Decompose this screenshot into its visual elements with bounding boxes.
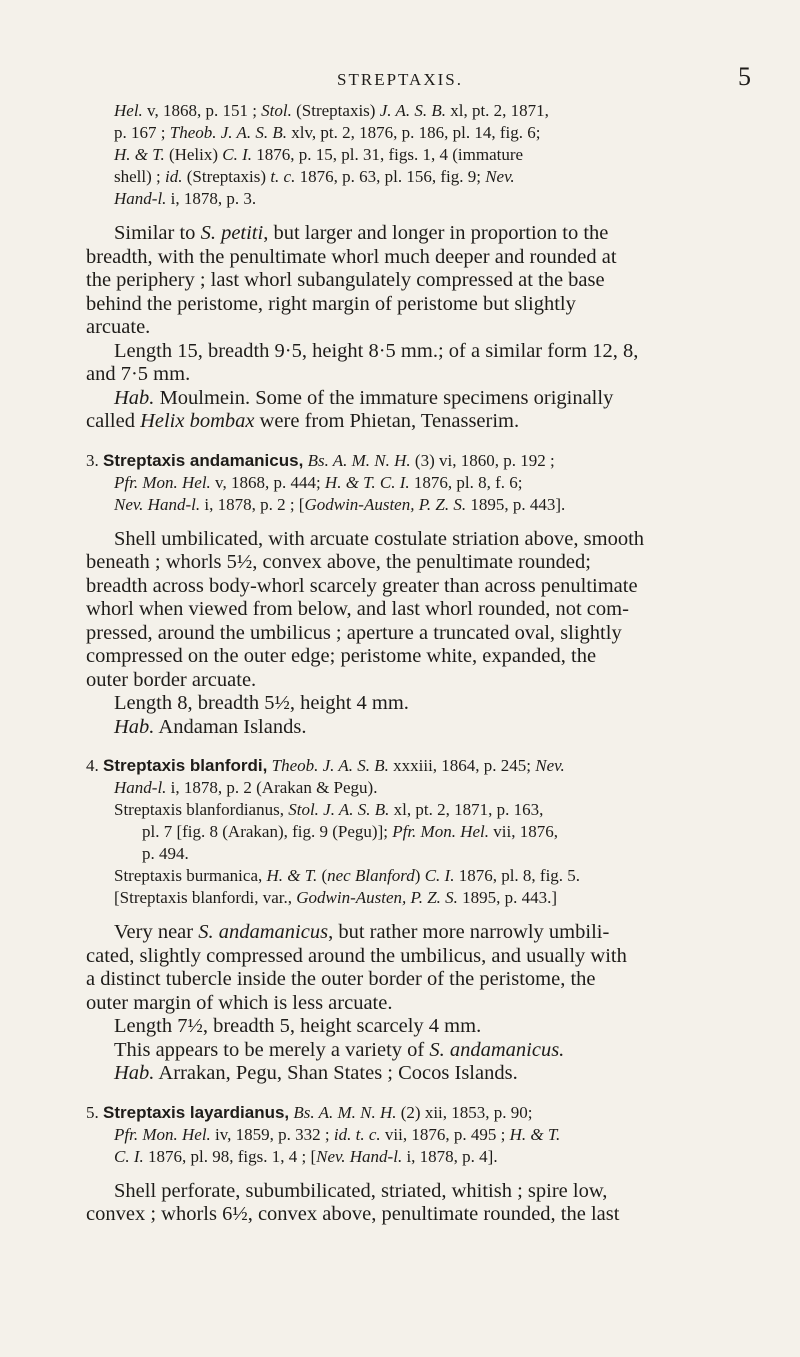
italic-text: Nev. — [535, 756, 565, 775]
text-line — [86, 598, 758, 622]
italic-text: Pfr. Mon. Hel. — [392, 822, 490, 841]
text-run: 1876, p. 63, pl. 156, fig. 9; — [295, 167, 486, 186]
text-line — [86, 188, 758, 210]
text-run: cated, slightly compressed around the umbilicus, and usually with — [86, 944, 627, 967]
text-run: outer margin of which is less arcuate. — [86, 991, 393, 1014]
text-line — [86, 1015, 758, 1039]
text-line — [86, 968, 758, 992]
text-run: This appears to be merely a variety of — [114, 1038, 430, 1061]
italic-text: Bs. A. M. N. H. — [307, 450, 411, 470]
italic-text: Nev. — [485, 167, 515, 186]
text-line — [86, 222, 758, 246]
text-line — [86, 1180, 758, 1204]
italic-text: S. petiti — [200, 222, 264, 244]
text-run: (Helix) — [164, 145, 223, 164]
text-line — [86, 945, 758, 969]
text-line — [86, 799, 758, 821]
italic-text: Nev. Hand-l. — [316, 1146, 403, 1166]
text-line — [86, 144, 758, 166]
italic-text: C. I. — [222, 145, 253, 164]
text-run: Length 15, breadth 9·5, height 8·5 mm.; of a similar form 12, 8, — [114, 339, 639, 362]
text-line — [86, 363, 758, 387]
text-run: Arrakan, Pegu, Shan States ; Cocos Islands. — [154, 1062, 518, 1084]
text-line — [86, 472, 758, 494]
text-run: pressed, around the umbilicus ; aperture a truncated oval, slightly — [86, 621, 622, 644]
text-line — [86, 821, 758, 843]
text-run: , but rather more narrowly umbili- — [328, 921, 610, 943]
text-run: Shell umbilicated, with arcuate costulate striation above, smooth — [114, 527, 645, 550]
text-run: Andaman Islands. — [154, 715, 307, 738]
italic-text: id. t. c. — [333, 1124, 381, 1144]
text-line — [86, 450, 758, 472]
text-line — [86, 316, 758, 340]
italic-text: Hand-l. — [114, 189, 167, 208]
text-run: outer border arcuate. — [86, 668, 257, 691]
text-line — [86, 622, 758, 646]
text-run: p. 167 ; — [114, 123, 170, 142]
text-line — [86, 494, 758, 516]
italic-text: Pfr. Mon. Hel. — [114, 1124, 211, 1144]
text-run: Similar to — [114, 222, 201, 244]
page-number: 5 — [738, 62, 751, 91]
text-line — [86, 777, 758, 799]
italic-text: Godwin-Austen, P. Z. S. — [296, 888, 458, 907]
text-run: [Streptaxis blanfordi, var., — [114, 888, 297, 907]
text-run: , but larger and longer in proportion to the — [263, 222, 609, 244]
italic-text: Hel. — [114, 101, 143, 120]
text-run: arcuate. — [86, 316, 151, 338]
text-run: and 7·5 mm. — [86, 363, 191, 385]
text-run: Length 7½, breadth 5, height scarcely 4 mm. — [114, 1015, 482, 1037]
text-run: 3. — [86, 450, 103, 470]
text-run: 1895, p. 443]. — [466, 494, 566, 514]
text-run: Very near — [114, 921, 199, 943]
italic-text: Theob. J. A. S. B. — [271, 756, 389, 775]
text-run: Length 8, breadth 5½, height 4 mm. — [114, 692, 409, 714]
text-run: i, 1878, p. 4]. — [402, 1146, 498, 1166]
italic-text: J. A. S. B. — [379, 101, 446, 120]
species-name: Streptaxis andamanicus, — [103, 450, 304, 470]
text-line — [86, 1124, 758, 1146]
italic-text: Hand-l. — [114, 778, 167, 797]
text-run: (Streptaxis) — [291, 101, 380, 120]
text-run: Streptaxis burmanica, — [114, 866, 267, 885]
running-title: STREPTAXIS. — [337, 70, 463, 89]
italic-text: Hab. — [114, 1062, 155, 1084]
text-run: vii, 1876, p. 495 ; — [380, 1124, 510, 1144]
text-run: whorl when viewed from below, and last whorl rounded, not com- — [86, 598, 629, 620]
italic-text: Hab. — [114, 386, 155, 409]
text-line — [86, 1146, 758, 1168]
italic-text: nec Blanford — [327, 866, 415, 885]
text-run: 5. — [86, 1102, 103, 1122]
italic-text: C. I. — [114, 1146, 144, 1166]
text-line — [86, 410, 758, 434]
italic-text: id. — [165, 167, 183, 186]
text-line — [86, 293, 758, 317]
italic-text: Theob. J. A. S. B. — [169, 123, 287, 142]
text-line — [86, 1102, 758, 1124]
text-run: i, 1878, p. 3. — [166, 189, 257, 208]
text-run: shell) ; — [114, 167, 165, 186]
italic-text: Pfr. Mon. Hel. — [114, 472, 211, 492]
text-run: (2) xii, 1853, p. 90; — [396, 1102, 533, 1122]
italic-text: Hab. — [114, 715, 155, 738]
text-line — [86, 865, 758, 887]
text-line — [86, 921, 758, 945]
text-line — [86, 1039, 758, 1063]
text-line — [86, 692, 758, 716]
italic-text: t. c. — [270, 167, 296, 186]
text-line — [86, 669, 758, 693]
text-run: a distinct tubercle inside the outer border of the peristome, the — [86, 968, 596, 990]
page-body — [86, 100, 758, 1227]
text-run: breadth across body-whorl scarcely greater than across penultimate — [86, 574, 638, 597]
text-run: i, 1878, p. 2 (Arakan & Pegu). — [166, 778, 378, 797]
text-line — [86, 100, 758, 122]
text-run: xlv, pt. 2, 1876, p. 186, pl. 14, fig. 6; — [287, 123, 541, 142]
text-run: vii, 1876, — [489, 822, 558, 841]
text-run: ) — [414, 866, 425, 885]
text-run: i, 1878, p. 2 ; [ — [200, 494, 305, 514]
text-line — [86, 716, 758, 740]
text-line — [86, 843, 758, 865]
text-run: 1876, p. 15, pl. 31, figs. 1, 4 (immature — [252, 145, 524, 164]
text-run: compressed on the outer edge; peristome white, expanded, the — [86, 645, 597, 667]
text-run: Streptaxis blanfordianus, — [114, 800, 289, 819]
species-name: Streptaxis layardianus, — [103, 1102, 290, 1122]
text-line — [86, 755, 758, 777]
text-run: (3) vi, 1860, p. 192 ; — [410, 450, 555, 470]
text-line — [86, 122, 758, 144]
text-run: the periphery ; last whorl subangulately compressed at the base — [86, 269, 605, 291]
text-run: 1876, pl. 98, figs. 1, 4 ; [ — [143, 1146, 317, 1166]
text-line — [86, 992, 758, 1016]
text-run: called — [86, 410, 141, 432]
italic-text: H. & T. — [114, 145, 165, 164]
italic-text: Stol. J. A. S. B. — [288, 800, 390, 819]
text-run: xl, pt. 2, 1871, — [445, 101, 549, 120]
text-run: breadth, with the penultimate whorl much deeper and rounded at — [86, 245, 617, 268]
italic-text: H. & T. C. I. — [324, 472, 410, 492]
text-run: iv, 1859, p. 332 ; — [210, 1124, 334, 1144]
text-line — [86, 387, 758, 411]
text-run: 1895, p. 443.] — [457, 888, 558, 907]
text-line — [86, 1203, 758, 1227]
text-run: 1876, pl. 8, fig. 5. — [454, 866, 581, 885]
text-run: convex ; whorls 6½, convex above, penultimate rounded, the last — [86, 1203, 620, 1225]
italic-text: H. & T. — [266, 866, 318, 885]
text-line — [86, 528, 758, 552]
italic-text: S. andamanicus — [198, 921, 329, 943]
italic-text: H. & T. — [509, 1124, 561, 1144]
text-line — [86, 246, 758, 270]
text-run: 1876, pl. 8, f. 6; — [409, 472, 523, 492]
text-run: xxxiii, 1864, p. 245; — [388, 756, 536, 775]
text-run: pl. 7 [fig. 8 (Arakan), fig. 9 (Pegu)]; — [142, 822, 393, 841]
text-run: v, 1868, p. 151 ; — [142, 101, 262, 120]
text-run: xl, pt. 2, 1871, p. 163, — [389, 800, 544, 819]
italic-text: Helix bombax — [140, 410, 255, 432]
text-line — [86, 269, 758, 293]
text-run: Shell perforate, subumbilicated, striated, whitish ; spire low, — [114, 1179, 608, 1202]
italic-text: Bs. A. M. N. H. — [293, 1102, 397, 1122]
italic-text: Nev. Hand-l. — [114, 494, 201, 514]
text-line — [86, 1062, 758, 1086]
text-line — [86, 166, 758, 188]
text-line — [86, 575, 758, 599]
text-run: beneath ; whorls 5½, convex above, the penultimate rounded; — [86, 551, 591, 573]
text-run: 4. — [86, 756, 103, 775]
text-line — [86, 645, 758, 669]
text-line — [86, 887, 758, 909]
italic-text: Stol. — [261, 101, 292, 120]
text-run: ( — [317, 866, 328, 885]
text-run: v, 1868, p. 444; — [210, 472, 325, 492]
italic-text: Godwin-Austen, P. Z. S. — [304, 494, 467, 514]
text-line — [86, 551, 758, 575]
text-run: behind the peristome, right margin of peristome but slightly — [86, 292, 576, 315]
text-run: (Streptaxis) — [182, 167, 271, 186]
text-run: p. 494. — [142, 844, 189, 863]
text-line — [86, 340, 758, 364]
italic-text: S. andamanicus. — [429, 1038, 565, 1061]
text-run: Moulmein. Some of the immature specimens originally — [154, 386, 614, 409]
species-name: Streptaxis blanfordi, — [103, 756, 268, 775]
italic-text: C. I. — [424, 866, 455, 885]
text-run: were from Phietan, Tenasserim. — [254, 410, 520, 432]
